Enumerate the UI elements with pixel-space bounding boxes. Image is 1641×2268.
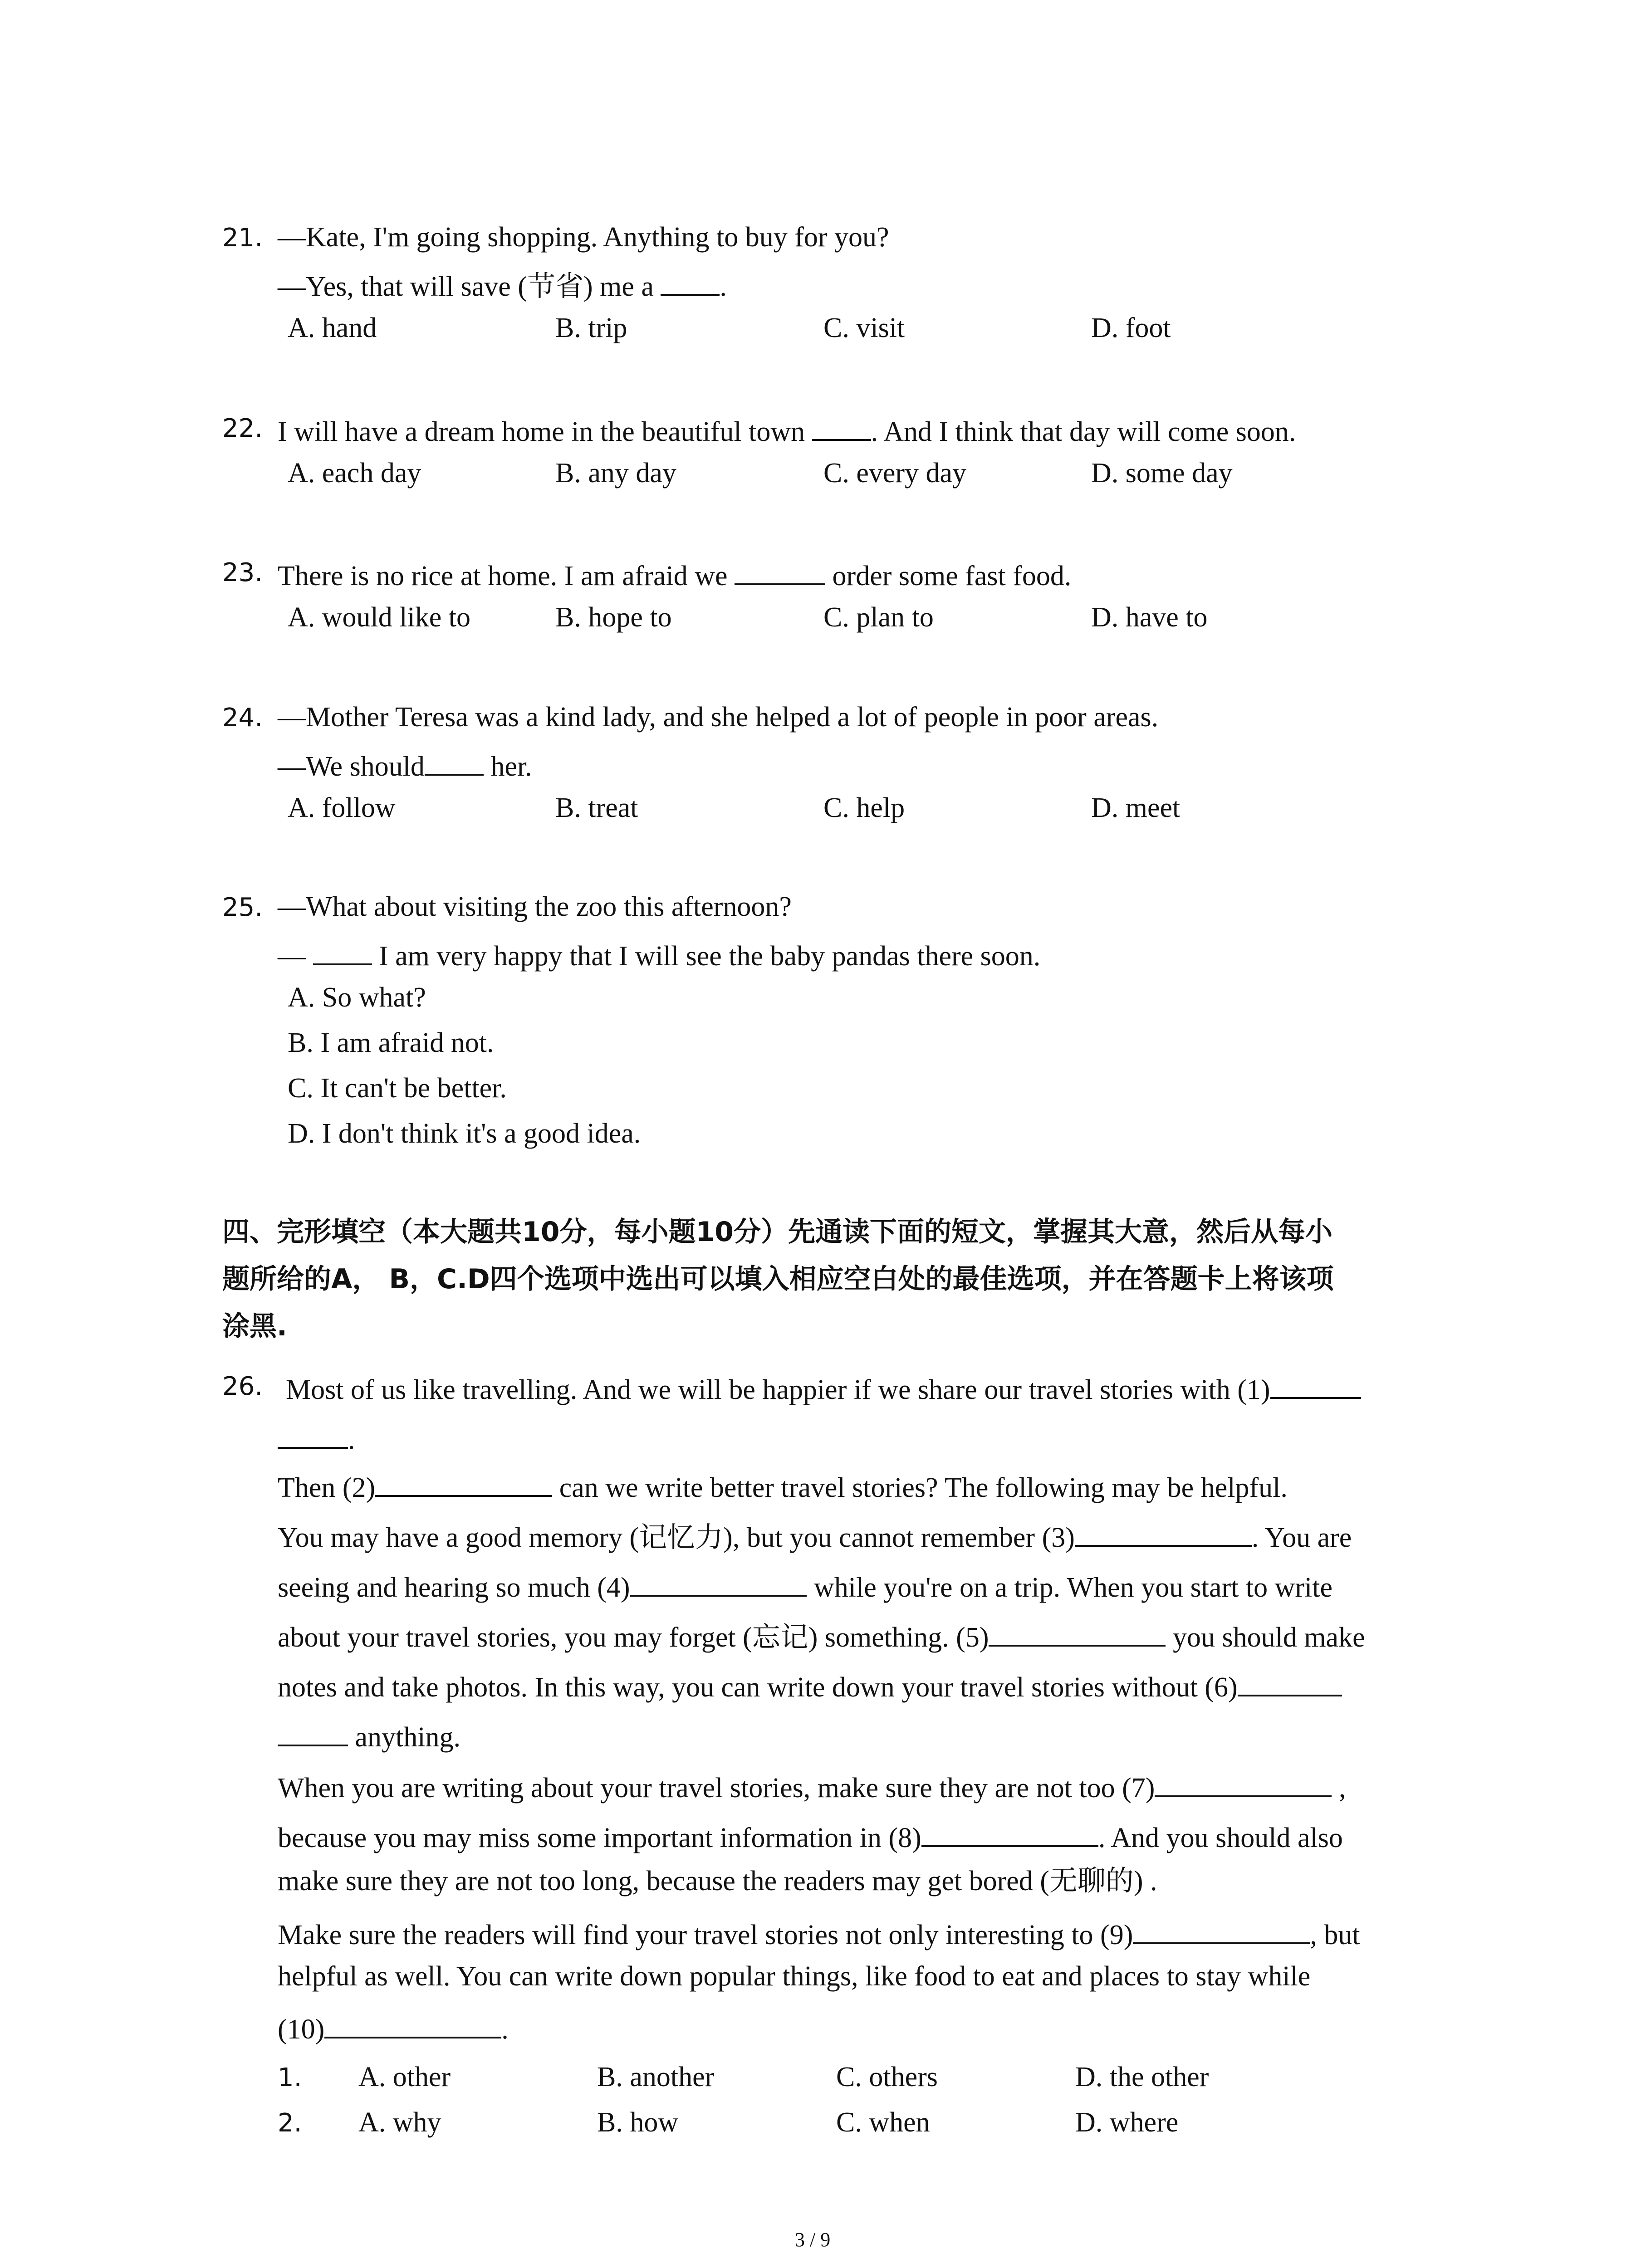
choice2-number xyxy=(278,2108,302,2136)
q25-line2a: — xyxy=(278,940,306,972)
q21-line2b: . xyxy=(720,271,727,302)
passage-line-11: make sure they are not too long, because the readers may get bored (无聊的) . xyxy=(278,1866,1157,1897)
passage-line-12 xyxy=(278,1917,1360,1949)
passage-number xyxy=(222,1372,263,1400)
q25-option-c[interactable]: C. It can't be better. xyxy=(288,1073,507,1104)
passage-line-14 xyxy=(278,2011,509,2043)
q23-line1b: order some fast food. xyxy=(832,560,1072,591)
choice2-option-d[interactable]: D. where xyxy=(1075,2107,1179,2138)
page-number: 3 / 9 xyxy=(795,2229,831,2251)
passage-l2b: . xyxy=(348,1424,355,1455)
passage-blank-9[interactable] xyxy=(1133,1917,1310,1944)
q23-number-text: 23. xyxy=(222,558,263,587)
q25-option-b[interactable]: B. I am afraid not. xyxy=(288,1027,494,1058)
passage-l14a: (10) xyxy=(278,2014,325,2045)
passage-l6a: about your travel stories, you may forget (忘记) something. (5) xyxy=(278,1622,989,1653)
passage-line-3 xyxy=(278,1470,1288,1502)
q22-option-c[interactable]: C. every day xyxy=(823,458,967,489)
choice2-option-a[interactable]: A. why xyxy=(358,2107,441,2138)
q25-option-d[interactable]: D. I don't think it's a good idea. xyxy=(288,1118,641,1149)
q25-number xyxy=(222,893,263,921)
section4-line3: 涂黑. xyxy=(222,1310,287,1342)
passage-l10b: . And you should also xyxy=(1098,1822,1343,1853)
choice2-number-text: 2. xyxy=(278,2108,302,2138)
q25-line1: —What about visiting the zoo this afternoon? xyxy=(278,891,792,922)
q24-line2a: —We should xyxy=(278,751,425,782)
q24-option-a[interactable]: A. follow xyxy=(288,792,396,823)
q22-line1 xyxy=(278,414,1296,446)
q21-line2a: —Yes, that will save (节省) me a xyxy=(278,271,654,302)
passage-blank-1a[interactable] xyxy=(1270,1372,1361,1399)
passage-l3b: can we write better travel stories? The following may be helpful. xyxy=(559,1472,1288,1503)
q21-blank[interactable] xyxy=(661,269,720,296)
passage-line-13: helpful as well. You can write down popular things, like food to eat and places to stay while xyxy=(278,1961,1311,1992)
passage-l12a: Make sure the readers will find your travel stories not only interesting to (9) xyxy=(278,1919,1133,1950)
passage-l9a: When you are writing about your travel stories, make sure they are not too (7) xyxy=(278,1772,1155,1804)
q21-option-d[interactable]: D. foot xyxy=(1091,313,1171,343)
passage-blank-6b[interactable] xyxy=(278,1719,348,1746)
q22-option-d[interactable]: D. some day xyxy=(1091,458,1233,489)
q23-number xyxy=(222,558,263,586)
choice2-option-c[interactable]: C. when xyxy=(836,2107,930,2138)
q25-number-text: 25. xyxy=(222,893,263,922)
q21-line1: —Kate, I'm going shopping. Anything to buy for you? xyxy=(278,222,889,253)
passage-l5a: seeing and hearing so much (4) xyxy=(278,1572,630,1603)
passage-number-text: 26. xyxy=(222,1372,263,1401)
q24-option-d[interactable]: D. meet xyxy=(1091,792,1181,823)
q25-option-a[interactable]: A. So what? xyxy=(288,982,426,1013)
q23-option-c[interactable]: C. plan to xyxy=(823,602,934,633)
q22-blank[interactable] xyxy=(812,414,871,441)
passage-line-2 xyxy=(278,1422,355,1454)
passage-l1: Most of us like travelling. And we will be happier if we share our travel stories with (1) xyxy=(286,1374,1270,1405)
passage-line-6 xyxy=(278,1619,1365,1652)
q24-blank[interactable] xyxy=(425,748,484,776)
q23-option-d[interactable]: D. have to xyxy=(1091,602,1208,633)
q21-option-b[interactable]: B. trip xyxy=(555,313,627,343)
q21-number-text: 21. xyxy=(222,223,263,253)
q23-line1a: There is no rice at home. I am afraid we xyxy=(278,560,728,591)
passage-line-5 xyxy=(278,1569,1332,1602)
q24-number-text: 24. xyxy=(222,703,263,733)
q22-number xyxy=(222,414,263,442)
q22-line1b: . And I think that day will come soon. xyxy=(871,416,1296,447)
q21-option-c[interactable]: C. visit xyxy=(823,313,905,343)
passage-blank-5[interactable] xyxy=(989,1619,1166,1647)
passage-line-9 xyxy=(278,1770,1346,1802)
passage-l3a: Then (2) xyxy=(278,1472,376,1503)
passage-blank-10[interactable] xyxy=(324,2011,501,2038)
passage-line-8 xyxy=(278,1719,460,1751)
q22-option-a[interactable]: A. each day xyxy=(288,458,421,489)
choice1-option-b[interactable]: B. another xyxy=(597,2062,715,2092)
section4-line1: 四、完形填空（本大题共10分，每小题10分）先通读下面的短文，掌握其大意，然后从每小 xyxy=(222,1216,1332,1248)
passage-l7a: notes and take photos. In this way, you can write down your travel stories without (6) xyxy=(278,1672,1238,1703)
q25-blank[interactable] xyxy=(313,938,372,965)
q21-line2 xyxy=(278,269,727,301)
q22-option-b[interactable]: B. any day xyxy=(555,458,676,489)
q24-option-b[interactable]: B. treat xyxy=(555,792,638,823)
choice2-option-b[interactable]: B. how xyxy=(597,2107,679,2138)
section4-line2: 题所给的A， B，C.D四个选项中选出可以填入相应空白处的最佳选项，并在答题卡上将该项 xyxy=(222,1263,1334,1295)
q24-option-c[interactable]: C. help xyxy=(823,792,905,823)
passage-blank-2[interactable] xyxy=(375,1470,552,1497)
q23-option-a[interactable]: A. would like to xyxy=(288,602,470,633)
passage-l9b: , xyxy=(1338,1772,1346,1804)
passage-l6b: you should make xyxy=(1172,1622,1365,1653)
choice1-option-d[interactable]: D. the other xyxy=(1075,2062,1209,2092)
passage-l5b: while you're on a trip. When you start to write xyxy=(813,1572,1332,1603)
passage-blank-8[interactable] xyxy=(921,1820,1098,1847)
passage-l4b: . You are xyxy=(1251,1522,1352,1553)
passage-l14b: . xyxy=(501,2014,509,2045)
q23-line1 xyxy=(278,558,1071,590)
passage-blank-3[interactable] xyxy=(1075,1520,1252,1547)
q24-line2 xyxy=(278,748,532,781)
passage-line-10 xyxy=(278,1820,1343,1852)
q23-option-b[interactable]: B. hope to xyxy=(555,602,672,633)
passage-blank-1b[interactable] xyxy=(278,1422,348,1449)
passage-blank-6a[interactable] xyxy=(1238,1669,1342,1696)
passage-l10a: because you may miss some important information in (8) xyxy=(278,1822,921,1853)
passage-l4a: You may have a good memory (记忆力), but you cannot remember (3) xyxy=(278,1522,1075,1553)
q22-line1a: I will have a dream home in the beautiful town xyxy=(278,416,805,447)
q23-blank[interactable] xyxy=(735,558,825,585)
choice1-number xyxy=(278,2063,302,2091)
q24-number xyxy=(222,703,263,731)
passage-line-4 xyxy=(278,1520,1352,1552)
q25-line2 xyxy=(278,938,1040,970)
passage-l8b: anything. xyxy=(355,1721,460,1753)
q24-line2b: her. xyxy=(490,751,532,782)
passage-line-7 xyxy=(278,1669,1342,1701)
q21-option-a[interactable]: A. hand xyxy=(288,313,377,343)
q22-number-text: 22. xyxy=(222,414,263,443)
q21-number xyxy=(222,223,263,251)
passage-blank-4[interactable] xyxy=(630,1569,807,1597)
choice1-option-a[interactable]: A. other xyxy=(358,2062,451,2092)
q24-line1: —Mother Teresa was a kind lady, and she helped a lot of people in poor areas. xyxy=(278,702,1159,733)
choice1-number-text: 1. xyxy=(278,2063,302,2092)
passage-line-1 xyxy=(286,1372,1361,1404)
choice1-option-c[interactable]: C. others xyxy=(836,2062,938,2092)
q25-line2b: I am very happy that I will see the baby pandas there soon. xyxy=(379,940,1041,972)
passage-blank-7[interactable] xyxy=(1155,1770,1332,1797)
passage-l12b: , but xyxy=(1310,1919,1360,1950)
